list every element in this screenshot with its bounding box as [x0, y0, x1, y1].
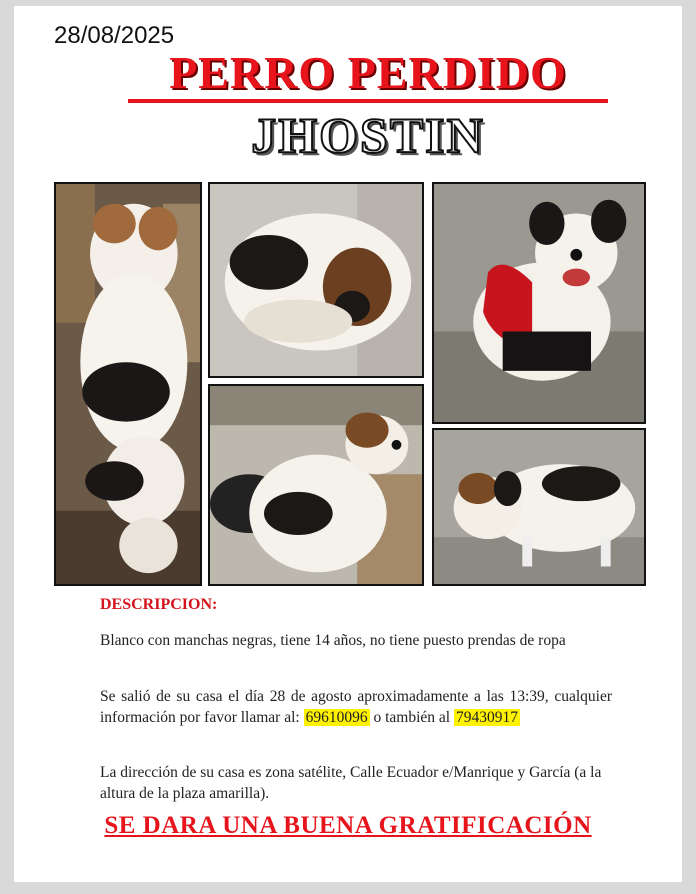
description-heading: DESCRIPCION: — [100, 596, 218, 613]
phone-number-1: 69610096 — [305, 709, 368, 726]
reward-banner: SE DARA UNA BUENA GRATIFICACIÓN — [104, 812, 592, 839]
title-underline — [128, 99, 608, 103]
contact-text-before: Se salió de su casa el día 28 de agosto aproximadamente a las 13:39, cualquier información por favor llamar al: — [100, 688, 612, 726]
date-label: 28/08/2025 — [54, 22, 175, 49]
dog-sitting-photo — [208, 384, 424, 586]
dog-standing-side-photo — [432, 428, 646, 586]
description-paragraph-contact — [100, 686, 612, 728]
dog-name: JHOSTIN — [251, 107, 485, 163]
flyer-title: PERRO PERDIDO — [169, 47, 567, 98]
dog-standing-back-photo — [54, 182, 202, 586]
flyer-page — [14, 6, 682, 882]
phone-number-2: 79430917 — [455, 709, 518, 726]
dog-curled-lying-photo — [208, 182, 424, 378]
dog-red-sweater-photo — [432, 182, 646, 424]
contact-text-middle: o también al — [369, 709, 454, 726]
description-paragraph-appearance: Blanco con manchas negras, tiene 14 años, no tiene puesto prendas de ropa — [100, 632, 566, 649]
description-paragraph-address: La dirección de su casa es zona satélite, Calle Ecuador e/Manrique y García (a la altura de la plaza amarilla). — [100, 764, 602, 802]
